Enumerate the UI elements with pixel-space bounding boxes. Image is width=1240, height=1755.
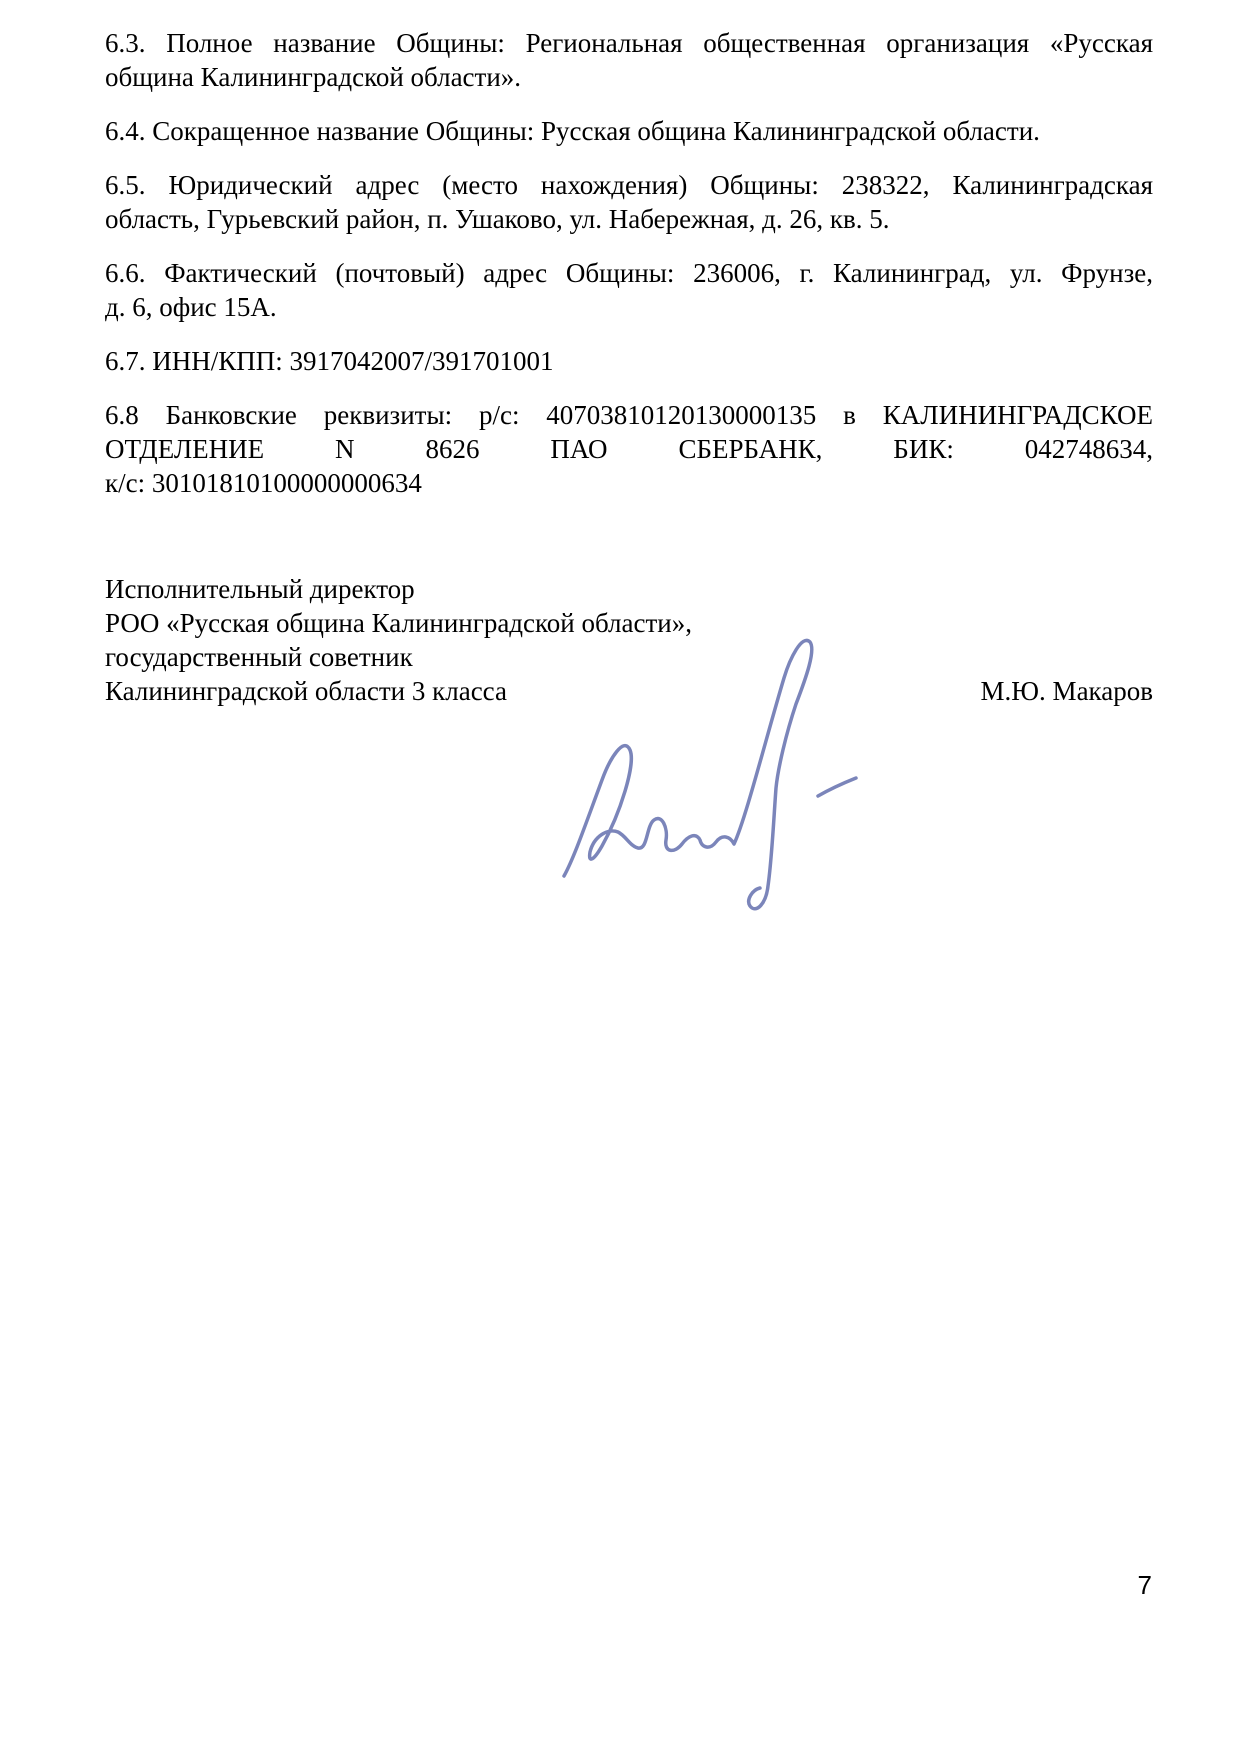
signatory-title-line: Исполнительный директор bbox=[105, 574, 415, 604]
paragraph-6-3 bbox=[105, 26, 1153, 94]
paragraph-6-5 bbox=[105, 168, 1153, 236]
signatory-org-line: РОО «Русская община Калининградской области», bbox=[105, 608, 692, 638]
paragraph-6-8 bbox=[105, 398, 1153, 500]
paragraph-line: 6.5. Юридический адрес (место нахождения) Общины: 238322, Калининградская bbox=[105, 170, 1153, 200]
paragraph-line: 6.3. Полное название Общины: Региональная общественная организация «Русская bbox=[105, 28, 1153, 58]
page-number: 7 bbox=[1137, 1570, 1152, 1600]
signatory-rank-continuation: Калининградской области 3 класса bbox=[105, 676, 507, 706]
paragraph-6-4 bbox=[105, 114, 1153, 148]
paragraph-line: область, Гурьевский район, п. Ушаково, ул. Набережная, д. 26, кв. 5. bbox=[105, 204, 890, 234]
paragraph-line: ОТДЕЛЕНИЕ N 8626 ПАО СБЕРБАНК, БИК: 042748634, bbox=[105, 434, 1153, 464]
paragraph-6-6 bbox=[105, 256, 1153, 324]
signature-dash-stroke bbox=[818, 778, 856, 796]
document-body bbox=[105, 26, 1153, 708]
handwritten-signature-icon bbox=[550, 618, 860, 928]
paragraph-6-7 bbox=[105, 344, 1153, 378]
paragraph-line: к/с: 30101810100000000634 bbox=[105, 468, 422, 498]
paragraph-line: д. 6, офис 15А. bbox=[105, 292, 277, 322]
paragraph-line: 6.8 Банковские реквизиты: р/с: 40703810120130000135 в КАЛИНИНГРАДСКОЕ bbox=[105, 400, 1153, 430]
paragraph-line: 6.6. Фактический (почтовый) адрес Общины: 236006, г. Калининград, ул. Фрунзе, bbox=[105, 258, 1153, 288]
paragraph-line: 6.4. Сокращенное название Общины: Русская община Калининградской области. bbox=[105, 116, 1040, 146]
paragraph-line: 6.7. ИНН/КПП: 3917042007/391701001 bbox=[105, 346, 554, 376]
paragraph-line: община Калининградской области». bbox=[105, 62, 522, 92]
signature-main-stroke bbox=[564, 640, 812, 908]
signatory-rank-line: государственный советник bbox=[105, 642, 413, 672]
signatory-name: М.Ю. Макаров bbox=[980, 676, 1153, 706]
